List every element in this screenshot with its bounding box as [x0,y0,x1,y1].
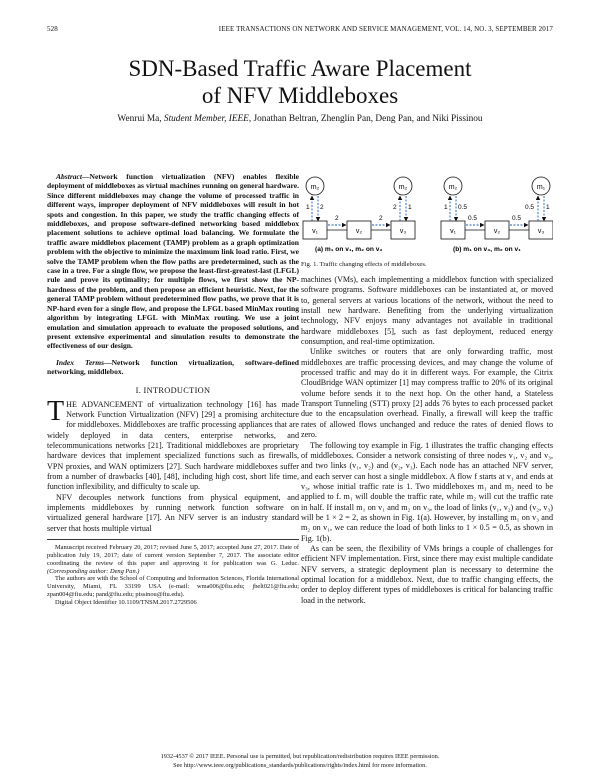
middlebox-label: m₂ [310,184,320,191]
index-terms-text: —Network function virtualization, software-defined networking, middlebox. [47,357,299,377]
panel-b [441,177,553,253]
journal-header: IEEE TRANSACTIONS ON NETWORK AND SERVICE MANAGEMENT, VOL. 14, NO. 3, SEPTEMBER 2017 [218,25,553,33]
rate-label: 2 [379,215,383,222]
footnote-rule [47,539,299,540]
author-others: , Jonathan Beltran, Zhenglin Pan, Deng Pan, and Niki Pissinou [248,114,483,124]
footnote-corresponding: (Corresponding author: Deng Pan.) [47,567,140,575]
footnote-received-text: Manuscript received February 20, 2017; revised June 5, 2017; accepted June 27, 2017. Date of publication July 19, 2017; date of current version September 7, 2017. The associate editor coordinating the review of this paper and approving it for publication was G. Leduc. [47,544,299,567]
rate-label: 1 [444,204,448,211]
index-terms-label: Index Terms [56,357,105,367]
middlebox-label: m₁ [536,184,546,191]
right-paragraph-2: Unlike switches or routers that are only forwarding traffic, most middleboxes are traffic processing devices, and may change the volume of processed traffic and may do it in different ways. For example, the Citrix CloudBridge WAN optimizer [1] may compress traffic to 20% of its original volume before sends it to the next hop. On the other hand, a Stateless Transport Tunneling (STT) proxy [2] adds 76 bytes to each processed packet due to the encapsulation overhead. Finally, a firewall will keep the traffic rates of allowed flows unchanged and reduce the rates of denied flows to zero. [301,347,553,440]
intro-paragraph-1-text: HE ADVANCEMENT of virtualization technology [16] has made Network Function Virtualization (NFV) [29] a promising architecture for middleboxes. Middleboxes are traffic processing appliances that are widely deployed in data centers, enterprise networks, and telecommunications networks [21]. Traditional middleboxes are proprietary hardware devices that implement specialized functions such as firewalls, VPN proxies, and WAN optimizers [27]. Such hardware middleboxes suffer from a number of drawbacks [40], [48], including high cost, short life time, function inflexibility, and difficulty to scale up. [47,399,299,492]
middlebox-label: m₂ [398,184,408,191]
title-line-1: SDN-Based Traffic Aware Placement [128,56,472,81]
node-label: v₂ [493,228,501,235]
paper-title [60,55,540,109]
page-number: 528 [47,25,58,33]
middlebox-label: m₂ [448,184,458,191]
right-paragraph-4: As can be seen, the flexibility of VMs brings a couple of challenges for efficient NFV implementation. First, since there may exist multiple candidate NFV servers, a strategic deployment plan is necessary to determine the optimal location for a middlebox. Next, due to traffic changing effects, the order to deploy different types of middleboxes is critical for balancing traffic load in the network. [301,543,553,605]
copyright-line: 1932-4537 © 2017 IEEE. Personal use is permitted, but republication/redistribution requires IEEE permission. [160,753,440,760]
abstract-label: Abstract [56,172,82,181]
node-label: v₃ [399,228,407,235]
intro-paragraph-2: NFV decouples network functions from physical equipment, and implements middleboxes by running network function software on virtualized general hardware [17]. An NFV server is an industry standard server that hosts multiple virtual [47,492,299,533]
left-column [47,172,299,607]
node-label: v₂ [355,228,363,235]
right-paragraph-3: The following toy example in Fig. 1 illustrates the traffic changing effects of middleboxes. Consider a network consisting of three nodes v₁, v₂ and v₃, and two links (v₁, v₂) and (v₂, v₃). Each node has an attached NFV server, and each server can host a single middlebox. A flow f starts at v₁ and ends at v₃, whose initial traffic rate is 1. Two middleboxes m₁ and m₂ need to be applied to f. m₁ will double the traffic rate, while m₂ will cut the traffic rate in half. If install m₁ on v₁ and m₂ on v₃, the load of links (v₁, v₂) and (v₂, v₃) will be 1 × 2 = 2, as shown in Fig. 1(a). However, by installing m₁ on v₃ and m₂ on v₁, we can reduce the load of both links to 1 × 0.5 = 0.5, as shown in Fig. 1(b). [301,440,553,543]
rate-label: 0.5 [512,215,522,222]
right-column [301,163,553,606]
rate-label: 2 [335,215,339,222]
author-first: Wenrui Ma, [117,114,164,124]
section-heading-introduction: I. INTRODUCTION [135,385,211,395]
rate-label: 1 [306,204,310,211]
rate-label: 0.5 [525,204,535,211]
rights-url-line: See http://www.ieee.org/publications_standards/publications/rights/index.html for more information. [173,762,427,769]
index-terms [47,358,299,377]
author-membership: Student Member, IEEE [163,114,249,124]
figure-1 [301,163,553,258]
figure-caption: Fig. 1. Traffic changing effects of middleboxes. [301,261,427,268]
footnote-received [47,544,299,575]
rate-label: 1 [408,204,412,211]
node-label: v₁ [450,228,456,235]
title-line-2: of NFV Middleboxes [201,83,399,108]
panel-a [303,177,415,253]
rate-label: 0.5 [458,204,468,211]
footnote-doi: Digital Object Identifier 10.1109/TNSM.2017.2729506 [55,598,197,606]
drop-cap: T [47,395,65,427]
intro-paragraph-1 [47,395,299,493]
abstract-text: —Network function virtualization (NFV) enables flexible deployment of middleboxes as virtual machines running on general hardware. Since different middleboxes may change the volume of processed traffic in different ways, improper deployment of NFV middleboxes will result in hot spots and congestion. In this paper, we study the traffic changing effects of middleboxes, and propose software-defined networking based middlebox placement solutions to achieve optimal load balancing. We formulate the traffic aware middlebox placement (TAMP) problem as a graph optimization problem with the objective to minimize the maximum link load ratio. First, we solve the TAMP problem when the flow paths are predetermined, such as the case in a tree. For a single flow, we propose the least-first-greatest-last (LFGL) rule and prove its optimality; for multiple flows, we first show the NP-hardness of the problem, and then propose an efficient heuristic. Next, for the general TAMP problem without predetermined flow paths, we prove that it is NP-hard even for a single flow, and propose the LFGL based MinMax routing algorithm by integrating LFGL with MinMax routing. We use a joint emulation and simulation approach to evaluate the proposed solutions, and present extensive experimental and simulation results to demonstrate the effectiveness of our design. [47,172,299,351]
figure-1-diagram [301,163,553,258]
rate-label: 2 [320,204,324,211]
right-paragraph-1: machines (VMs), each implementing a middlebox function with specialized software programs. Software middleboxes can be instantiated at, or moved to, general servers at various locations of the network, without the need to install new hardware. Benefiting from the underlying virtualization technology, NFV enjoys many advantages not available in traditional hardware middleboxes [5], such as fast deployment, reduced energy consumption, and real-time optimization. [301,275,553,347]
rate-label: 2 [393,204,397,211]
rate-label: 0.5 [468,215,478,222]
author-list [40,114,560,124]
rate-label: 1 [546,204,550,211]
footnote-affiliation: The authors are with the School of Computing and Information Sciences, Florida International University, Miami, FL 33199 USA (e-mail: wma006@fiu.edu; jbelt021@fiu.edu; zpan004@fiu.edu; pand@fiu.edu; pissinou@fiu.edu). [47,575,299,599]
panel-b-label: (b) m₁ on v₃, m₂ on v₁ [453,246,521,253]
panel-a-label: (a) m₁ on v₁, m₂ on v₃ [315,246,383,253]
abstract [47,172,299,351]
node-label: v₁ [312,228,318,235]
node-label: v₃ [537,228,545,235]
